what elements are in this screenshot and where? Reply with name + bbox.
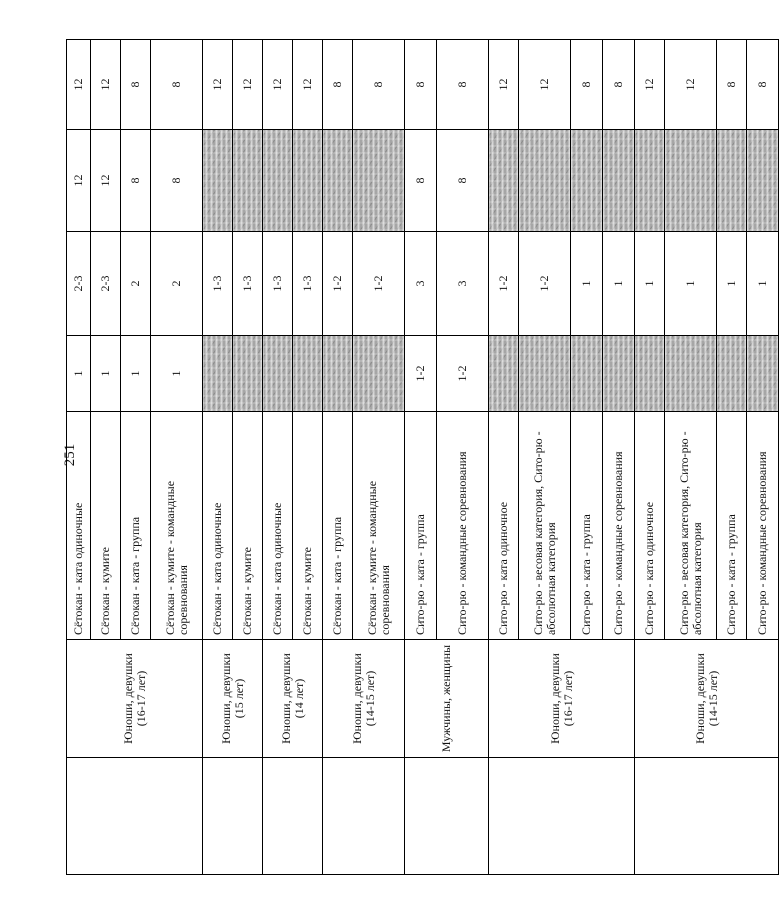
value-cell: 1-3 [203, 232, 233, 336]
discipline-cell: Сётокан - кумите - командные соревнования [151, 412, 203, 640]
empty-cell [203, 758, 263, 875]
value-cell: 3 [437, 232, 489, 336]
value-cell: 12 [293, 40, 323, 130]
value-cell [233, 130, 263, 232]
discipline-cell: Сётокан - ката одиночные [203, 412, 233, 640]
discipline-cell: Сито-рю - весовая категория, Сито-рю - абсолютная категория [519, 412, 571, 640]
value-cell: 8 [437, 130, 489, 232]
value-cell: 1 [717, 232, 747, 336]
value-cell: 8 [323, 40, 353, 130]
value-cell: 1-3 [293, 232, 323, 336]
value-cell: 2 [151, 232, 203, 336]
discipline-cell: Сито-рю - весовая категория, Сито-рю - абсолютная категория [665, 412, 717, 640]
table-row [203, 40, 233, 875]
table-row [405, 40, 437, 875]
discipline-cell: Сито-рю - ката одиночное [635, 412, 665, 640]
age-group-cell: Юноши, девушки (14 лет) [263, 640, 323, 758]
value-cell [665, 336, 717, 412]
value-cell [603, 130, 635, 232]
value-cell [353, 130, 405, 232]
age-group-cell: Юноши, девушки (14-15 лет) [635, 640, 779, 758]
value-cell [747, 336, 779, 412]
value-cell [233, 336, 263, 412]
value-cell [353, 336, 405, 412]
value-cell: 12 [67, 130, 91, 232]
value-cell: 12 [67, 40, 91, 130]
value-cell: 1-2 [437, 336, 489, 412]
value-cell: 12 [91, 130, 121, 232]
value-cell: 12 [203, 40, 233, 130]
value-cell: 1-2 [405, 336, 437, 412]
value-cell [323, 130, 353, 232]
value-cell: 1 [571, 232, 603, 336]
value-cell: 12 [489, 40, 519, 130]
value-cell: 12 [263, 40, 293, 130]
value-cell [263, 130, 293, 232]
value-cell: 1-2 [323, 232, 353, 336]
value-cell: 1-3 [263, 232, 293, 336]
discipline-cell: Сито-рю - ката одиночное [489, 412, 519, 640]
value-cell [665, 130, 717, 232]
discipline-cell: Сётокан - ката одиночные [263, 412, 293, 640]
page-number: 251 [62, 443, 78, 467]
empty-cell [405, 758, 489, 875]
value-cell [203, 130, 233, 232]
value-cell: 2-3 [91, 232, 121, 336]
value-cell [203, 336, 233, 412]
value-cell: 1-3 [233, 232, 263, 336]
table-row [635, 40, 665, 875]
value-cell: 8 [151, 40, 203, 130]
discipline-cell: Сётокан - ката - группа [121, 412, 151, 640]
value-cell: 1 [151, 336, 203, 412]
discipline-cell: Сито-рю - ката - группа [717, 412, 747, 640]
value-cell: 8 [571, 40, 603, 130]
discipline-cell: Сётокан - кумите [293, 412, 323, 640]
value-cell: 12 [91, 40, 121, 130]
value-cell: 1-2 [353, 232, 405, 336]
value-cell: 8 [121, 130, 151, 232]
value-cell: 1 [67, 336, 91, 412]
age-group-cell: Мужчины, женщины [405, 640, 489, 758]
value-cell [571, 336, 603, 412]
value-cell [293, 130, 323, 232]
value-cell: 12 [233, 40, 263, 130]
empty-cell [635, 758, 779, 875]
discipline-cell: Сито-рю - ката - группа [405, 412, 437, 640]
discipline-cell: Сётокан - ката - группа [323, 412, 353, 640]
value-cell: 1-2 [489, 232, 519, 336]
value-cell: 1 [603, 232, 635, 336]
discipline-cell: Сётокан - кумите [91, 412, 121, 640]
value-cell: 2 [121, 232, 151, 336]
table-row [67, 40, 91, 875]
value-cell [323, 336, 353, 412]
value-cell: 3 [405, 232, 437, 336]
empty-cell [489, 758, 635, 875]
value-cell: 8 [353, 40, 405, 130]
value-cell: 1 [91, 336, 121, 412]
discipline-cell: Сётокан - ката одиночные [67, 412, 91, 640]
value-cell [717, 130, 747, 232]
value-cell [635, 336, 665, 412]
empty-cell [67, 758, 203, 875]
age-group-cell: Юноши, девушки (16-17 лет) [489, 640, 635, 758]
value-cell [293, 336, 323, 412]
value-cell [263, 336, 293, 412]
value-cell [571, 130, 603, 232]
value-cell [489, 336, 519, 412]
discipline-cell: Сётокан - кумите - командные соревнования [353, 412, 405, 640]
discipline-cell: Сито-рю - ката - группа [571, 412, 603, 640]
rotated-table-frame [66, 40, 770, 875]
value-cell: 1 [635, 232, 665, 336]
value-cell: 8 [405, 40, 437, 130]
value-cell: 8 [121, 40, 151, 130]
age-group-cell: Юноши, девушки (16-17 лет) [67, 640, 203, 758]
table-row [263, 40, 293, 875]
value-cell: 8 [151, 130, 203, 232]
value-cell: 8 [603, 40, 635, 130]
value-cell: 2-3 [67, 232, 91, 336]
age-group-cell: Юноши, девушки (15 лет) [203, 640, 263, 758]
value-cell: 1 [747, 232, 779, 336]
value-cell: 8 [405, 130, 437, 232]
value-cell: 12 [665, 40, 717, 130]
value-cell: 12 [519, 40, 571, 130]
value-cell [747, 130, 779, 232]
value-cell: 8 [437, 40, 489, 130]
discipline-cell: Сито-рю - командные соревнования [437, 412, 489, 640]
age-group-cell: Юноши, девушки (14-15 лет) [323, 640, 405, 758]
value-cell: 8 [717, 40, 747, 130]
value-cell [519, 336, 571, 412]
empty-cell [263, 758, 323, 875]
value-cell: 1-2 [519, 232, 571, 336]
value-cell [603, 336, 635, 412]
value-cell: 12 [635, 40, 665, 130]
competition-table [66, 39, 779, 875]
table-row [323, 40, 353, 875]
value-cell: 8 [747, 40, 779, 130]
value-cell [519, 130, 571, 232]
discipline-cell: Сито-рю - командные соревнования [603, 412, 635, 640]
discipline-cell: Сётокан - кумите [233, 412, 263, 640]
value-cell: 1 [665, 232, 717, 336]
value-cell [635, 130, 665, 232]
table-row [489, 40, 519, 875]
discipline-cell: Сито-рю - командные соревнования [747, 412, 779, 640]
empty-cell [323, 758, 405, 875]
value-cell [717, 336, 747, 412]
value-cell: 1 [121, 336, 151, 412]
value-cell [489, 130, 519, 232]
